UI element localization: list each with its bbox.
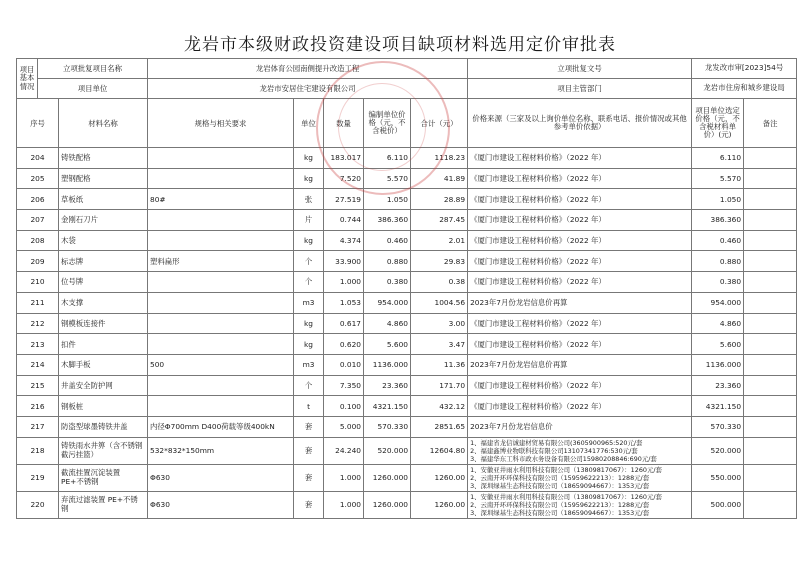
row-approved: 500.000: [692, 491, 744, 518]
approval-no: 龙发改市审[2023]54号: [692, 59, 797, 79]
table-row: [17, 148, 797, 169]
table-row: [17, 313, 797, 334]
row-note: [744, 491, 797, 518]
table-row: [17, 464, 797, 491]
row-qty: 1.000: [324, 272, 364, 293]
row-spec: [148, 292, 294, 313]
table-row: [17, 491, 797, 518]
row-seq: 213: [17, 334, 59, 355]
row-note: [744, 272, 797, 293]
row-price: 4.860: [364, 313, 411, 334]
row-price: 0.380: [364, 272, 411, 293]
table-row: [17, 437, 797, 464]
row-total: 1004.56: [411, 292, 468, 313]
row-total: 29.83: [411, 251, 468, 272]
row-source: 《厦门市建设工程材料价格》（2022 年）: [468, 148, 692, 169]
row-unit: kg: [294, 148, 324, 169]
header-unit: 单位: [294, 99, 324, 148]
row-total: 1260.00: [411, 464, 468, 491]
row-source: 《厦门市建设工程材料价格》（2022 年）: [468, 251, 692, 272]
row-name: 钢板桩: [59, 396, 148, 417]
row-seq: 205: [17, 168, 59, 189]
row-approved: 954.000: [692, 292, 744, 313]
row-qty: 4.374: [324, 230, 364, 251]
table-row: [17, 396, 797, 417]
row-unit: 个: [294, 375, 324, 396]
row-approved: 6.110: [692, 148, 744, 169]
unit-label: 项目单位: [38, 79, 148, 99]
materials-table: [16, 58, 797, 519]
row-approved: 4321.150: [692, 396, 744, 417]
header-note: 备注: [744, 99, 797, 148]
table-row: [17, 354, 797, 375]
row-qty: 0.620: [324, 334, 364, 355]
row-name: 标志牌: [59, 251, 148, 272]
row-unit: 套: [294, 491, 324, 518]
source-line: 2、云南开环环保科技有限公司（15959622213）：1288元/套: [470, 473, 650, 482]
header-approved: 项目单位选定价格（元，不含税材料单价）(元): [692, 99, 744, 148]
row-note: [744, 313, 797, 334]
row-spec: Φ630: [148, 464, 294, 491]
row-source: 《厦门市建设工程材料价格》（2022 年）: [468, 189, 692, 210]
row-seq: 209: [17, 251, 59, 272]
row-spec: 塑料扁形: [148, 251, 294, 272]
row-qty: 24.240: [324, 437, 364, 464]
row-qty: 1.053: [324, 292, 364, 313]
project-unit: 龙岩市安居住宅建设有限公司: [148, 79, 468, 99]
row-unit: 个: [294, 251, 324, 272]
source-line: 1、安徽亚井雨水利用科技有限公司（13809817067）：1260元/套: [470, 492, 662, 501]
row-total: 2851.65: [411, 416, 468, 437]
row-approved: 520.000: [692, 437, 744, 464]
row-seq: 217: [17, 416, 59, 437]
project-name-label: 立项批复项目名称: [38, 59, 148, 79]
table-row: [17, 272, 797, 293]
table-row: [17, 230, 797, 251]
approval-no-label: 立项批复文号: [468, 59, 692, 79]
row-qty: 5.000: [324, 416, 364, 437]
row-qty: 0.744: [324, 210, 364, 231]
header-source: 价格来源（三家及以上询价单位名称、联系电话、报价情况或其他参考单价依据）: [468, 99, 692, 148]
row-note: [744, 189, 797, 210]
row-qty: 7.350: [324, 375, 364, 396]
table-row: [17, 416, 797, 437]
row-spec: 80#: [148, 189, 294, 210]
row-seq: 218: [17, 437, 59, 464]
row-spec: [148, 375, 294, 396]
row-source: 《厦门市建设工程材料价格》（2022 年）: [468, 396, 692, 417]
row-seq: 206: [17, 189, 59, 210]
row-source: 《厦门市建设工程材料价格》（2022 年）: [468, 230, 692, 251]
row-unit: t: [294, 396, 324, 417]
row-price: 5.570: [364, 168, 411, 189]
row-seq: 212: [17, 313, 59, 334]
row-source: [468, 464, 692, 491]
row-qty: 1.000: [324, 491, 364, 518]
row-note: [744, 292, 797, 313]
table-row: [17, 189, 797, 210]
row-unit: m3: [294, 292, 324, 313]
row-note: [744, 464, 797, 491]
row-total: 1118.23: [411, 148, 468, 169]
row-approved: 386.360: [692, 210, 744, 231]
row-note: [744, 437, 797, 464]
row-total: 11.36: [411, 354, 468, 375]
row-price: 0.880: [364, 251, 411, 272]
row-total: 3.00: [411, 313, 468, 334]
row-approved: 5.570: [692, 168, 744, 189]
table-row: [17, 292, 797, 313]
row-approved: 1.050: [692, 189, 744, 210]
page-title: 龙岩市本级财政投资建设项目缺项材料选用定价审批表: [184, 35, 616, 55]
row-price: 386.360: [364, 210, 411, 231]
row-source: [468, 491, 692, 518]
header-spec: 规格与相关要求: [148, 99, 294, 148]
row-unit: kg: [294, 230, 324, 251]
row-name: 木脚手板: [59, 354, 148, 375]
row-seq: 216: [17, 396, 59, 417]
row-unit: m3: [294, 354, 324, 375]
row-spec: 532*832*150mm: [148, 437, 294, 464]
row-total: 171.70: [411, 375, 468, 396]
row-approved: 0.460: [692, 230, 744, 251]
row-total: 0.38: [411, 272, 468, 293]
row-approved: 23.360: [692, 375, 744, 396]
row-seq: 204: [17, 148, 59, 169]
row-approved: 4.860: [692, 313, 744, 334]
row-qty: 0.010: [324, 354, 364, 375]
row-spec: [148, 396, 294, 417]
row-price: 1260.000: [364, 491, 411, 518]
source-line: 3、深圳绿基生态科技有限公司（18659094667）：1353元/套: [470, 481, 650, 490]
row-approved: 0.880: [692, 251, 744, 272]
header-total: 合计（元）: [411, 99, 468, 148]
row-spec: [148, 230, 294, 251]
row-qty: 1.000: [324, 464, 364, 491]
header-qty: 数量: [324, 99, 364, 148]
row-spec: 内径Φ700mm D400荷载等级400kN: [148, 416, 294, 437]
row-note: [744, 230, 797, 251]
table-row: [17, 210, 797, 231]
row-note: [744, 210, 797, 231]
row-source: 《厦门市建设工程材料价格》（2022 年）: [468, 334, 692, 355]
row-spec: 500: [148, 354, 294, 375]
project-name: 龙岩体育公园南侧提升改造工程: [148, 59, 468, 79]
row-unit: kg: [294, 334, 324, 355]
row-note: [744, 168, 797, 189]
source-line: 1、福建省龙信诚建材贸易有限公司(3605900965:520元/套: [470, 438, 643, 447]
header-price: 编制单位价格（元，不含税价）: [364, 99, 411, 148]
row-spec: [148, 313, 294, 334]
row-total: 41.89: [411, 168, 468, 189]
row-seq: 210: [17, 272, 59, 293]
row-spec: [148, 272, 294, 293]
row-price: 1136.000: [364, 354, 411, 375]
row-total: 12604.80: [411, 437, 468, 464]
row-approved: 550.000: [692, 464, 744, 491]
row-name: 扣件: [59, 334, 148, 355]
row-spec: Φ630: [148, 491, 294, 518]
row-source: [468, 437, 692, 464]
row-name: 铸铁雨水井箅（含不锈钢截污挂篮）: [59, 437, 148, 464]
row-price: 520.000: [364, 437, 411, 464]
row-qty: 27.519: [324, 189, 364, 210]
row-name: 防盗型球墨铸铁井盖: [59, 416, 148, 437]
row-note: [744, 148, 797, 169]
row-name: 铸铁配格: [59, 148, 148, 169]
row-qty: 7.520: [324, 168, 364, 189]
row-seq: 207: [17, 210, 59, 231]
source-line: 1、安徽亚井雨水利用科技有限公司（13809817067）：1260元/套: [470, 465, 662, 474]
row-unit: kg: [294, 313, 324, 334]
row-source: 2023年7月份龙岩信息价: [468, 416, 692, 437]
table-row: [17, 334, 797, 355]
source-line: 3、福建华东工科市政水务设备有限公司15980208846:690元/套: [470, 454, 657, 463]
row-approved: 1136.000: [692, 354, 744, 375]
row-source: 2023年7月份龙岩信息价再算: [468, 292, 692, 313]
row-name: 草板纸: [59, 189, 148, 210]
approval-sheet: [16, 58, 796, 558]
row-unit: 套: [294, 416, 324, 437]
row-name: 金刚石刀片: [59, 210, 148, 231]
row-price: 4321.150: [364, 396, 411, 417]
row-price: 570.330: [364, 416, 411, 437]
row-spec: [148, 148, 294, 169]
row-price: 1260.000: [364, 464, 411, 491]
table-row: [17, 168, 797, 189]
row-unit: 个: [294, 272, 324, 293]
row-name: 木袋: [59, 230, 148, 251]
row-unit: 张: [294, 189, 324, 210]
row-source: 《厦门市建设工程材料价格》（2022 年）: [468, 313, 692, 334]
row-total: 3.47: [411, 334, 468, 355]
row-approved: 570.330: [692, 416, 744, 437]
table-row: [17, 375, 797, 396]
row-source: 2023年7月份龙岩信息价再算: [468, 354, 692, 375]
row-note: [744, 416, 797, 437]
row-unit: kg: [294, 168, 324, 189]
row-qty: 0.100: [324, 396, 364, 417]
row-name: 木支撑: [59, 292, 148, 313]
row-name: 位号牌: [59, 272, 148, 293]
row-seq: 214: [17, 354, 59, 375]
row-price: 1.050: [364, 189, 411, 210]
row-price: 954.000: [364, 292, 411, 313]
source-line: 2、云南开环环保科技有限公司（15959622213）：1288元/套: [470, 500, 650, 509]
row-total: 2.01: [411, 230, 468, 251]
row-source: 《厦门市建设工程材料价格》（2022 年）: [468, 375, 692, 396]
row-seq: 208: [17, 230, 59, 251]
row-spec: [148, 210, 294, 231]
header-seq: 序号: [17, 99, 59, 148]
row-note: [744, 396, 797, 417]
row-price: 6.110: [364, 148, 411, 169]
row-approved: 0.380: [692, 272, 744, 293]
row-qty: 0.617: [324, 313, 364, 334]
row-total: 432.12: [411, 396, 468, 417]
row-total: 28.89: [411, 189, 468, 210]
row-unit: 片: [294, 210, 324, 231]
header-name: 材料名称: [59, 99, 148, 148]
row-name: 塑钢配格: [59, 168, 148, 189]
row-total: 1260.00: [411, 491, 468, 518]
row-spec: [148, 168, 294, 189]
row-source: 《厦门市建设工程材料价格》（2022 年）: [468, 272, 692, 293]
row-spec: [148, 334, 294, 355]
row-price: 23.360: [364, 375, 411, 396]
row-unit: 套: [294, 464, 324, 491]
row-qty: 183.017: [324, 148, 364, 169]
source-line: 3、深圳绿基生态科技有限公司（18659094667）：1353元/套: [470, 508, 650, 517]
row-price: 0.460: [364, 230, 411, 251]
dept-label: 项目主管部门: [468, 79, 692, 99]
row-note: [744, 354, 797, 375]
row-note: [744, 251, 797, 272]
row-name: 井盖安全防护网: [59, 375, 148, 396]
info-side-label: 项目基本情况: [17, 59, 38, 99]
row-total: 287.45: [411, 210, 468, 231]
row-qty: 33.900: [324, 251, 364, 272]
row-seq: 220: [17, 491, 59, 518]
row-unit: 套: [294, 437, 324, 464]
row-name: 弃流过滤装置 PE+不锈钢: [59, 491, 148, 518]
project-dept: 龙岩市住房和城乡建设局: [692, 79, 797, 99]
row-source: 《厦门市建设工程材料价格》（2022 年）: [468, 168, 692, 189]
row-price: 5.600: [364, 334, 411, 355]
row-name: 钢模板连接件: [59, 313, 148, 334]
table-row: [17, 251, 797, 272]
source-line: 2、福建鑫博业物联科技有限公司13107341776:530元/套: [470, 446, 638, 455]
row-approved: 5.600: [692, 334, 744, 355]
row-name: 截流挂置沉淀装置 PE+不锈钢: [59, 464, 148, 491]
row-note: [744, 375, 797, 396]
row-note: [744, 334, 797, 355]
row-seq: 215: [17, 375, 59, 396]
row-seq: 219: [17, 464, 59, 491]
row-seq: 211: [17, 292, 59, 313]
row-source: 《厦门市建设工程材料价格》（2022 年）: [468, 210, 692, 231]
